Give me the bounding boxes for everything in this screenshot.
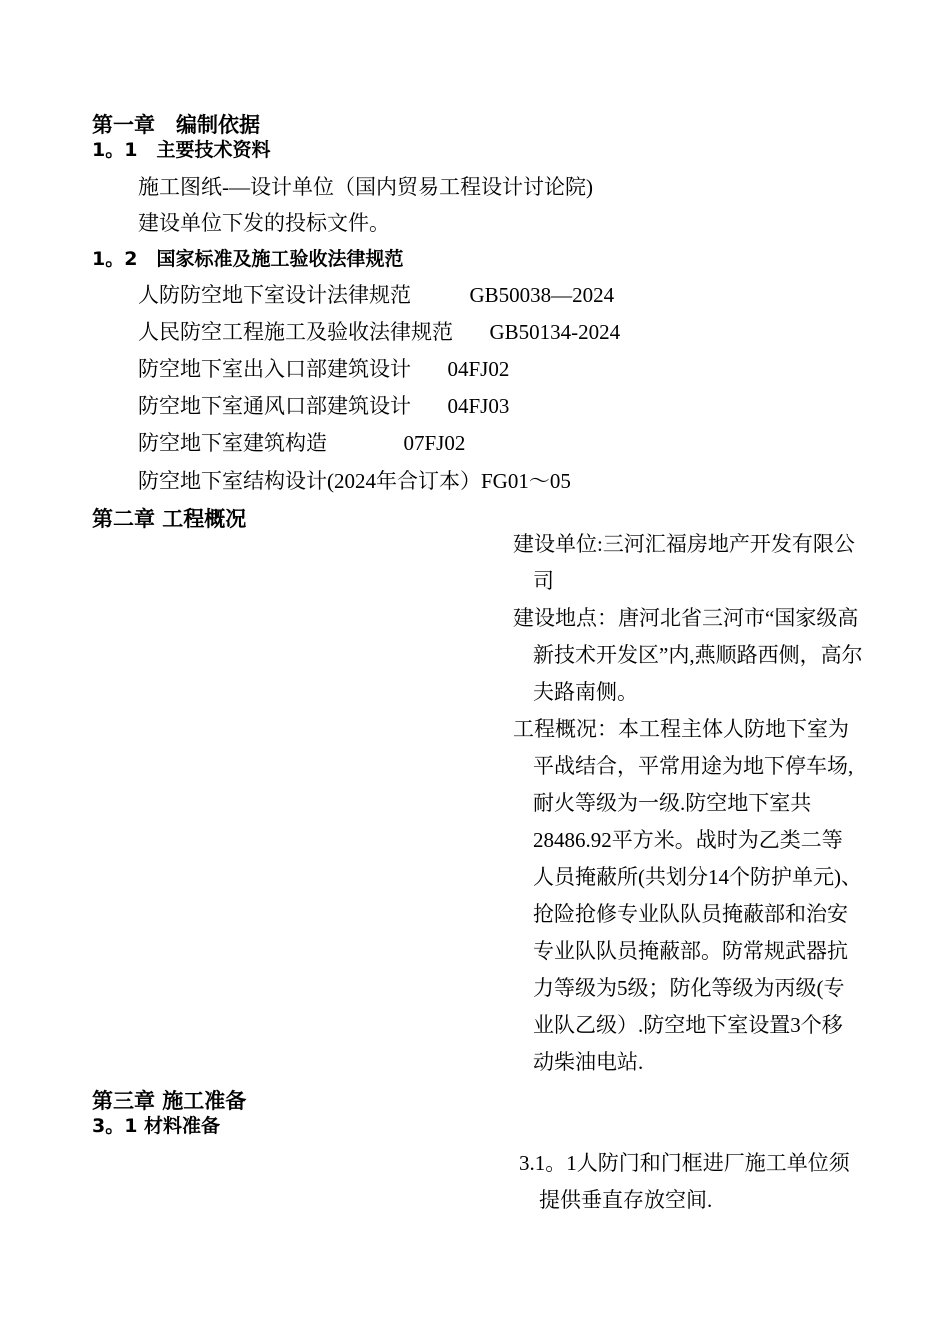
standard-item [138,430,465,456]
standard-item [138,356,509,382]
chapter-1-title: 第一章 编制依据 [92,113,260,137]
chapter-3-title: 第三章 施工准备 [92,1089,247,1113]
paragraph: 建设单位:三河汇福房地产开发有限公司 [513,532,855,593]
standard-name: 防空地下室出入口部建筑设计 [138,357,411,381]
standard-code: 07FJ02 [403,431,466,455]
section-1-1-heading: 1。1 主要技术资料 [92,139,271,161]
project-overview-column [513,526,863,1081]
paragraph: 建设地点：唐河北省三河市“国家级高新技术开发区”内,燕顺路西侧，高尔夫路南侧。 [513,606,863,704]
section-1-2-heading: 1。2 国家标准及施工验收法律规范 [92,248,404,270]
standard-name: 人民防空工程施工及验收法律规范 [138,320,453,344]
standard-item [138,468,571,494]
standard-code: 04FJ03 [447,394,510,418]
standard-code: GB50134-2024 [489,320,621,344]
standard-name: 防空地下室通风口部建筑设计 [138,394,411,418]
material-prep-column [519,1145,863,1219]
standard-name: 防空地下室结构设计(2024年合订本）FG01～05 [138,469,571,493]
standard-code: GB50038—2024 [469,283,615,307]
standard-name: 人防防空地下室设计法律规范 [138,283,411,307]
list-item: 建设单位下发的投标文件。 [138,211,390,235]
list-item: 施工图纸-—设计单位（国内贸易工程设计讨论院) [138,175,593,199]
paragraph: 工程概况：本工程主体人防地下室为平战结合，平常用途为地下停车场,耐火等级为一级.防空地下室共28486.92平方米。战时为乙类二等人员掩蔽所(共划分14个防护单元)、抢险抢修专业队队员掩蔽部和治安专业队队员掩蔽部。防常规武器抗力等级为5级；防化等级为丙级(专业队乙级）.防空地下室设置3个移动柴油电站. [513,717,862,1074]
standard-item [138,282,614,308]
paragraph: 3.1。1人防门和门框进厂施工单位须提供垂直存放空间. [519,1151,850,1212]
standard-code: 04FJ02 [447,357,510,381]
standard-name: 防空地下室建筑构造 [138,431,327,455]
chapter-2-title: 第二章 工程概况 [92,507,247,531]
section-3-1-heading: 3。1 材料准备 [92,1115,221,1137]
standard-item [138,393,509,419]
standard-item [138,319,620,345]
